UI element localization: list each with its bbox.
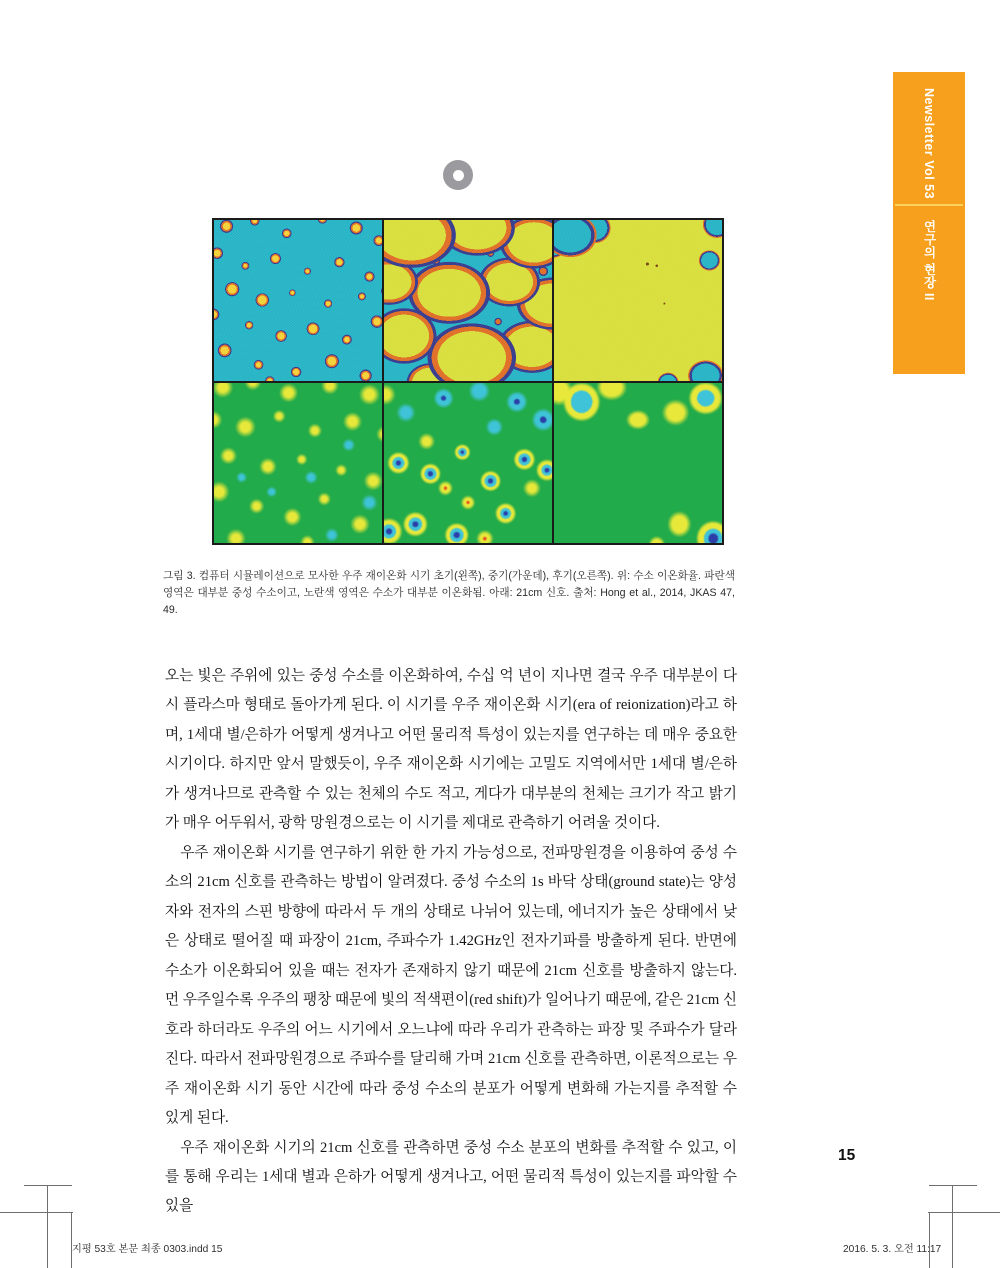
article-body bbox=[165, 662, 737, 1222]
side-tab-divider bbox=[895, 204, 963, 206]
panel-texture bbox=[213, 219, 383, 382]
figure-3 bbox=[212, 218, 724, 545]
page-number: 15 bbox=[838, 1147, 856, 1164]
panel-21cm-signal-early bbox=[213, 382, 383, 545]
side-tab-section-label: 연구의 현장 II bbox=[922, 220, 936, 301]
crop-mark-bottom-left-inner-horizontal bbox=[24, 1185, 72, 1186]
crop-mark-bottom-left-vertical bbox=[47, 1186, 48, 1268]
printer-footer-filename: 지평 53호 본문 최종 0303.indd 15 bbox=[72, 1244, 223, 1255]
crop-mark-bottom-right-vertical bbox=[952, 1186, 953, 1268]
side-tab-newsletter-label: Newsletter Vol 53 bbox=[922, 88, 936, 200]
panel-texture bbox=[383, 219, 553, 382]
body-paragraph-1: 오는 빛은 주위에 있는 중성 수소를 이온화하여, 수십 억 년이 지나면 결국 우주 대부분이 다시 플라스마 형태로 돌아가게 된다. 이 시기를 우주 재이온화 시기(era of reionization)라고 하며, 1세대 별/은하가 어떻게 생겨나고 어떤 물리적 특성이 있는지를 연구하는 데 매우 중요한 시기이다. 하지만 앞서 말했듯이, 우주 재이온화 시기에는 고밀도 지역에서만 1세대 별/은하가 생겨나므로 관측할 수 있는 천체의 수도 적고, 게다가 대부분의 천체는 크기가 작고 밝기가 매우 어두워서, 광학 망원경으로는 이 시기를 제대로 관측하기 어려울 것이다. bbox=[165, 668, 737, 832]
panel-signal-field bbox=[383, 382, 553, 545]
panel-texture bbox=[553, 219, 723, 382]
panel-signal-field bbox=[553, 382, 723, 545]
panel-ionization-late bbox=[553, 219, 723, 382]
printer-footer-timestamp: 2016. 5. 3. 오전 11:17 bbox=[843, 1244, 942, 1255]
body-paragraph-3: 우주 재이온화 시기의 21cm 신호를 관측하면 중성 수소 분포의 변화를 추적할 수 있고, 이를 통해 우리는 1세대 별과 은하가 어떻게 생겨나고, 어떤 물리적 특성이 있는지를 파악할 수 있을 bbox=[165, 1139, 737, 1215]
crop-mark-bottom-left-horizontal bbox=[0, 1212, 73, 1213]
panel-ionization-middle bbox=[383, 219, 553, 382]
crop-mark-bottom-right-horizontal bbox=[928, 1212, 1000, 1213]
section-side-tab bbox=[893, 72, 965, 374]
ring-ornament-icon bbox=[443, 160, 473, 190]
panel-21cm-signal-middle bbox=[383, 382, 553, 545]
body-paragraph-2: 우주 재이온화 시기를 연구하기 위한 한 가지 가능성으로, 전파망원경을 이용하여 중성 수소의 21cm 신호를 관측하는 방법이 알려졌다. 중성 수소의 1s 바닥 상태(ground state)는 양성자와 전자의 스핀 방향에 따라서 두 개의 상태로 나뉘어 있는데, 에너지가 높은 상태에서 낮은 상태로 떨어질 때 파장이 21cm, 주파수가 1.42GHz인 전자기파를 방출하게 된다. 반면에 수소가 이온화되어 있을 때는 전자가 존재하지 않기 때문에 21cm 신호를 방출하지 않는다. 먼 우주일수록 우주의 팽창 때문에 빛의 적색편이(red shift)가 일어나기 때문에, 같은 21cm 신호라 하더라도 우주의 어느 시기에서 오느냐에 따라 우리가 관측하는 파장 및 주파수가 달라진다. 따라서 전파망원경으로 주파수를 달리해 가며 21cm 신호를 관측하면, 이론적으로는 우주 재이온화 시기 동안 시간에 따라 중성 수소의 분포가 어떻게 변화해 가는지를 추적할 수 있게 된다. bbox=[165, 844, 737, 1127]
crop-mark-bottom-right-inner-horizontal bbox=[929, 1185, 977, 1186]
figure-panel-grid bbox=[212, 218, 724, 545]
panel-ionization-early bbox=[213, 219, 383, 382]
figure-caption: 그림 3. 컴퓨터 시뮬레이션으로 모사한 우주 재이온화 시기 초기(왼쪽), 중기(가운데), 후기(오른쪽). 위: 수소 이온화율. 파란색 영역은 대부분 중성 수소이고, 노란색 영역은 수소가 대부분 이온화됨. 아래: 21cm 신호. 출처: Hong et al., 2014, JKAS 47, 49. bbox=[163, 570, 735, 617]
panel-21cm-signal-late bbox=[553, 382, 723, 545]
panel-signal-field bbox=[213, 382, 383, 545]
